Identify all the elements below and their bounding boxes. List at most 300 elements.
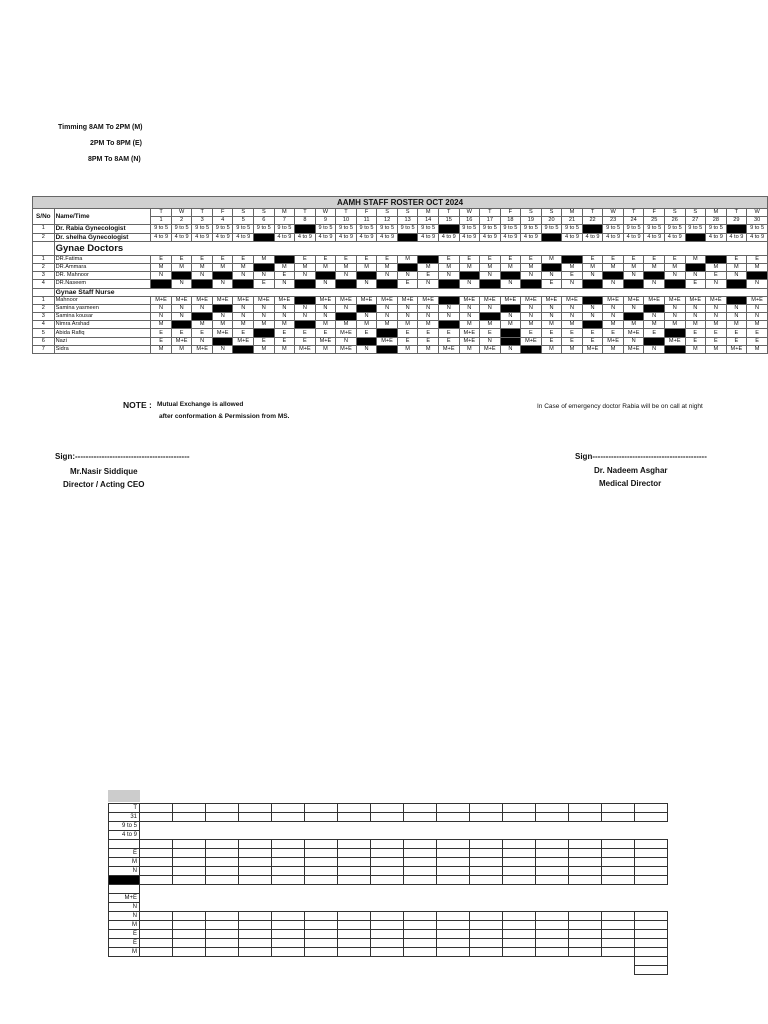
shift-cell: 4 to 9 <box>480 233 501 241</box>
shift-cell: M <box>356 263 377 271</box>
shift-cell: M <box>562 263 583 271</box>
shift-cell: M+E <box>541 296 562 304</box>
note-line-1: Mutual Exchange is allowed <box>157 401 244 408</box>
shift-cell: M+E <box>459 337 480 345</box>
shift-cell: 9 to 5 <box>562 225 583 233</box>
date-cell: 12 <box>377 217 398 225</box>
lower-grid-cell <box>469 812 503 822</box>
lower-label-cell: 9 to 5 <box>108 821 140 831</box>
shift-cell: N <box>706 304 727 312</box>
shift-cell: M+E <box>500 296 521 304</box>
sign-left-name: Mr.Nasir Siddique <box>70 467 138 476</box>
lower-grid-cell <box>172 875 206 885</box>
staff-name: DR.Naseem <box>54 280 151 288</box>
day-off-cell <box>664 329 685 337</box>
shift-cell: N <box>623 337 644 345</box>
shift-cell: N <box>212 345 233 353</box>
shift-cell: N <box>315 304 336 312</box>
shift-cell: E <box>274 329 295 337</box>
shift-cell: 9 to 5 <box>747 225 768 233</box>
day-off-cell <box>356 337 377 345</box>
date-cell: 2 <box>171 217 192 225</box>
shift-cell: M <box>315 321 336 329</box>
shift-cell: M <box>500 263 521 271</box>
shift-cell: N <box>500 313 521 321</box>
weekday-cell: T <box>726 209 747 217</box>
shift-cell: M+E <box>151 296 172 304</box>
shift-cell: N <box>685 304 706 312</box>
shift-cell: M+E <box>356 296 377 304</box>
day-off-cell <box>480 313 501 321</box>
shift-cell: N <box>747 313 768 321</box>
section-heading: Gynae Doctors <box>54 241 767 255</box>
weekday-cell: M <box>562 209 583 217</box>
shift-cell: 9 to 5 <box>521 225 542 233</box>
shift-cell: E <box>459 255 480 263</box>
shift-cell: E <box>747 329 768 337</box>
date-cell: 1 <box>151 217 172 225</box>
lower-grid-cell <box>370 812 404 822</box>
shift-cell: M <box>397 255 418 263</box>
staff-name: Dr. shelha Gynecologist <box>54 233 151 241</box>
lower-grid-cell <box>304 947 338 957</box>
shift-cell: M <box>295 263 316 271</box>
shift-cell: M <box>685 255 706 263</box>
shift-cell: N <box>192 272 213 280</box>
shift-cell: E <box>418 272 439 280</box>
weekday-cell: M <box>706 209 727 217</box>
lower-extra-cell <box>634 965 668 975</box>
weekday-cell: S <box>664 209 685 217</box>
shift-cell: M+E <box>706 296 727 304</box>
shift-cell: E <box>233 329 254 337</box>
weekday-cell: W <box>459 209 480 217</box>
shift-cell: M+E <box>582 345 603 353</box>
shift-cell: M <box>212 321 233 329</box>
date-cell: 18 <box>500 217 521 225</box>
shift-cell: 9 to 5 <box>315 225 336 233</box>
note-label: NOTE : <box>123 400 152 410</box>
day-off-cell <box>582 280 603 288</box>
shift-cell: M <box>459 263 480 271</box>
shift-cell: E <box>480 255 501 263</box>
section-heading-row <box>33 241 768 255</box>
weekday-cell: S <box>233 209 254 217</box>
shift-cell: M <box>644 321 665 329</box>
shift-cell: M+E <box>397 296 418 304</box>
weekday-cell: T <box>623 209 644 217</box>
shift-cell: E <box>336 255 357 263</box>
lower-label-cell: M <box>108 920 140 930</box>
shift-cell: N <box>233 313 254 321</box>
shift-cell: N <box>644 313 665 321</box>
day-off-cell <box>582 296 603 304</box>
shift-cell: M <box>151 321 172 329</box>
staff-row <box>33 296 768 304</box>
emergency-note: In Case of emergency doctor Rabia will be on call at night <box>537 403 703 410</box>
date-cell: 17 <box>480 217 501 225</box>
shift-cell: E <box>151 337 172 345</box>
shift-cell: M <box>336 321 357 329</box>
shift-cell: E <box>706 329 727 337</box>
day-off-cell <box>192 313 213 321</box>
shift-cell: 4 to 9 <box>623 233 644 241</box>
shift-cell: N <box>356 313 377 321</box>
day-off-cell <box>212 304 233 312</box>
day-off-cell <box>500 272 521 280</box>
shift-cell: N <box>192 304 213 312</box>
day-off-cell <box>603 272 624 280</box>
shift-cell: M <box>377 321 398 329</box>
day-off-cell <box>438 280 459 288</box>
shift-cell: M <box>480 263 501 271</box>
shift-cell: N <box>315 313 336 321</box>
shift-cell: N <box>664 272 685 280</box>
day-off-cell <box>274 255 295 263</box>
shift-cell: 9 to 5 <box>664 225 685 233</box>
staff-sno: 4 <box>33 321 55 329</box>
shift-cell: N <box>623 304 644 312</box>
shift-cell: 9 to 5 <box>418 225 439 233</box>
lower-grid-cell <box>238 947 272 957</box>
shift-cell: E <box>726 329 747 337</box>
shift-cell: E <box>706 272 727 280</box>
shift-cell: M+E <box>664 337 685 345</box>
lower-label-cell: N <box>108 902 140 912</box>
weekday-cell: T <box>582 209 603 217</box>
day-off-cell <box>480 280 501 288</box>
shift-cell: M <box>726 263 747 271</box>
shift-cell: E <box>397 337 418 345</box>
staff-row <box>33 233 768 241</box>
shift-cell: N <box>603 280 624 288</box>
shift-cell: E <box>377 255 398 263</box>
day-off-cell <box>562 255 583 263</box>
staff-row <box>33 263 768 271</box>
staff-name: DR. Mahnoor <box>54 272 151 280</box>
shift-cell: M+E <box>603 337 624 345</box>
shift-cell: N <box>397 304 418 312</box>
shift-cell: M+E <box>336 296 357 304</box>
shift-cell: N <box>459 280 480 288</box>
shift-cell: M <box>397 345 418 353</box>
shift-cell: 9 to 5 <box>644 225 665 233</box>
lower-grid-cell <box>469 947 503 957</box>
shift-cell: E <box>151 255 172 263</box>
shift-cell: 9 to 5 <box>603 225 624 233</box>
timing-morning: Timming 8AM To 2PM (M) <box>58 124 143 131</box>
date-cell: 26 <box>664 217 685 225</box>
shift-cell: M+E <box>459 296 480 304</box>
shift-cell: E <box>582 337 603 345</box>
lower-grid-cell <box>568 947 602 957</box>
date-cell: 23 <box>603 217 624 225</box>
weekday-cell: T <box>192 209 213 217</box>
day-off-cell <box>295 280 316 288</box>
shift-cell: E <box>233 255 254 263</box>
date-cell: 8 <box>295 217 316 225</box>
shift-cell: E <box>480 329 501 337</box>
weekday-row <box>33 209 768 217</box>
day-off-cell <box>500 329 521 337</box>
day-off-cell <box>500 304 521 312</box>
date-cell: 22 <box>582 217 603 225</box>
shift-cell: E <box>356 255 377 263</box>
day-off-cell <box>295 225 316 233</box>
shift-cell: N <box>151 272 172 280</box>
shift-cell: M <box>500 321 521 329</box>
shift-cell: M <box>747 263 768 271</box>
sign-right-title: Medical Director <box>599 479 662 488</box>
shift-cell: E <box>418 329 439 337</box>
shift-cell: N <box>377 272 398 280</box>
name-header: Name/Time <box>54 209 151 225</box>
shift-cell: N <box>438 304 459 312</box>
day-off-cell <box>644 304 665 312</box>
lower-grid-cell <box>172 812 206 822</box>
shift-cell: M <box>480 321 501 329</box>
day-off-cell <box>151 280 172 288</box>
day-off-cell <box>623 313 644 321</box>
shift-cell: M <box>438 263 459 271</box>
section-heading: Gynae Staff Nurse <box>54 288 767 296</box>
shift-cell: N <box>459 313 480 321</box>
day-off-cell <box>397 233 418 241</box>
shift-cell: M <box>459 345 480 353</box>
day-off-cell <box>336 313 357 321</box>
shift-cell: M <box>151 345 172 353</box>
staff-sno: 1 <box>33 225 55 233</box>
shift-cell: N <box>541 304 562 312</box>
shift-cell: N <box>418 280 439 288</box>
shift-cell: M <box>747 345 768 353</box>
shift-cell: E <box>726 337 747 345</box>
lower-grid-cell <box>535 875 569 885</box>
shift-cell: 9 to 5 <box>500 225 521 233</box>
weekday-cell: S <box>685 209 706 217</box>
day-off-cell <box>582 321 603 329</box>
shift-cell: E <box>192 329 213 337</box>
staff-sno: 6 <box>33 337 55 345</box>
day-off-cell <box>623 280 644 288</box>
staff-sno: 5 <box>33 329 55 337</box>
day-off-cell <box>377 280 398 288</box>
lower-grid-cell <box>370 875 404 885</box>
weekday-cell: S <box>254 209 275 217</box>
lower-grid-cell <box>535 947 569 957</box>
date-cell: 29 <box>726 217 747 225</box>
roster-title-row <box>33 197 768 209</box>
shift-cell: M <box>274 321 295 329</box>
shift-cell: E <box>562 329 583 337</box>
shift-cell: M+E <box>747 296 768 304</box>
shift-cell: 9 to 5 <box>459 225 480 233</box>
shift-cell: N <box>623 272 644 280</box>
shift-cell: N <box>521 272 542 280</box>
shift-cell: N <box>418 313 439 321</box>
shift-cell: M <box>315 345 336 353</box>
shift-cell: N <box>726 272 747 280</box>
shift-cell: E <box>726 255 747 263</box>
lower-grid-cell <box>568 812 602 822</box>
shift-cell: 4 to 9 <box>233 233 254 241</box>
day-off-cell <box>706 255 727 263</box>
shift-cell: 9 to 5 <box>151 225 172 233</box>
weekday-cell: F <box>212 209 233 217</box>
date-cell: 19 <box>521 217 542 225</box>
day-off-cell <box>295 296 316 304</box>
shift-cell: N <box>541 272 562 280</box>
shift-cell: 4 to 9 <box>151 233 172 241</box>
lower-label-cell: T <box>108 803 140 813</box>
shift-cell: 4 to 9 <box>295 233 316 241</box>
shift-cell: E <box>315 329 336 337</box>
day-off-cell <box>418 255 439 263</box>
shift-cell: 4 to 9 <box>356 233 377 241</box>
shift-cell: N <box>706 280 727 288</box>
shift-cell: M+E <box>171 337 192 345</box>
lower-grid-cell <box>601 812 635 822</box>
shift-cell: E <box>541 329 562 337</box>
shift-cell: N <box>397 272 418 280</box>
lower-grid-cell <box>436 947 470 957</box>
shift-cell: N <box>336 304 357 312</box>
weekday-cell: S <box>521 209 542 217</box>
shift-cell: M+E <box>233 337 254 345</box>
shift-cell: M <box>685 321 706 329</box>
timing-night: 8PM To 8AM (N) <box>88 156 141 163</box>
shift-cell: M <box>603 263 624 271</box>
day-off-cell <box>726 280 747 288</box>
shift-cell: 9 to 5 <box>706 225 727 233</box>
day-off-cell <box>438 225 459 233</box>
weekday-cell: W <box>747 209 768 217</box>
shift-cell: N <box>685 313 706 321</box>
shift-cell: N <box>295 272 316 280</box>
shift-cell: N <box>747 304 768 312</box>
lower-grid-cell <box>304 812 338 822</box>
shift-cell: E <box>418 337 439 345</box>
staff-row <box>33 272 768 280</box>
shift-cell: E <box>356 329 377 337</box>
shift-cell: N <box>171 304 192 312</box>
section-heading-sno <box>33 288 55 296</box>
shift-cell: N <box>664 313 685 321</box>
shift-cell: M+E <box>377 337 398 345</box>
shift-cell: 4 to 9 <box>459 233 480 241</box>
shift-cell: N <box>212 280 233 288</box>
staff-name: Samina kousar <box>54 313 151 321</box>
shift-cell: 9 to 5 <box>212 225 233 233</box>
staff-row <box>33 255 768 263</box>
shift-cell: N <box>521 304 542 312</box>
date-cell: 13 <box>397 217 418 225</box>
shift-cell: M+E <box>274 296 295 304</box>
day-off-cell <box>644 337 665 345</box>
shift-cell: M <box>747 321 768 329</box>
weekday-cell: F <box>644 209 665 217</box>
shift-cell: N <box>212 313 233 321</box>
shift-cell: N <box>582 313 603 321</box>
shift-cell: M <box>192 263 213 271</box>
shift-cell: E <box>212 255 233 263</box>
shift-cell: N <box>356 280 377 288</box>
shift-cell: N <box>254 272 275 280</box>
shift-cell: 4 to 9 <box>418 233 439 241</box>
staff-name: Nimra Arshad <box>54 321 151 329</box>
shift-cell: M+E <box>254 296 275 304</box>
day-off-cell <box>541 233 562 241</box>
shift-cell: N <box>521 313 542 321</box>
day-off-cell <box>233 280 254 288</box>
shift-cell: M <box>212 263 233 271</box>
shift-cell: M <box>706 263 727 271</box>
staff-name: Samina yasmeen <box>54 304 151 312</box>
lower-grid-cell <box>205 875 239 885</box>
shift-cell: 9 to 5 <box>397 225 418 233</box>
shift-cell: 4 to 9 <box>336 233 357 241</box>
shift-cell: M+E <box>336 345 357 353</box>
shift-cell: E <box>582 255 603 263</box>
weekday-cell: M <box>418 209 439 217</box>
day-off-cell <box>171 272 192 280</box>
shift-cell: N <box>254 304 275 312</box>
day-off-cell <box>356 272 377 280</box>
shift-cell: M+E <box>623 296 644 304</box>
weekday-cell: S <box>541 209 562 217</box>
shift-cell: E <box>685 329 706 337</box>
date-cell: 7 <box>274 217 295 225</box>
day-off-cell <box>377 329 398 337</box>
date-cell: 25 <box>644 217 665 225</box>
day-off-cell <box>582 225 603 233</box>
lower-label-cell: M+E <box>108 893 140 903</box>
shift-cell: M+E <box>438 345 459 353</box>
shift-cell: M+E <box>480 296 501 304</box>
staff-name: DR.Ammara <box>54 263 151 271</box>
shift-cell: 4 to 9 <box>192 233 213 241</box>
lower-grid-cell <box>271 875 305 885</box>
shift-cell: M <box>336 263 357 271</box>
shift-cell: 4 to 9 <box>315 233 336 241</box>
staff-sno: 1 <box>33 255 55 263</box>
lower-grid-cell <box>370 947 404 957</box>
weekday-cell: T <box>336 209 357 217</box>
staff-name: Mahnoor <box>54 296 151 304</box>
weekday-cell: F <box>500 209 521 217</box>
shift-cell: M <box>274 345 295 353</box>
date-cell: 30 <box>747 217 768 225</box>
shift-cell: 4 to 9 <box>521 233 542 241</box>
shift-cell: E <box>562 272 583 280</box>
shift-cell: E <box>603 329 624 337</box>
shift-cell: E <box>295 255 316 263</box>
shift-cell: M <box>315 263 336 271</box>
lower-label-cell: E <box>108 929 140 939</box>
shift-cell: N <box>726 313 747 321</box>
shift-cell: N <box>418 304 439 312</box>
shift-cell: M <box>171 263 192 271</box>
shift-cell: N <box>562 313 583 321</box>
shift-cell: N <box>480 304 501 312</box>
shift-cell: N <box>336 272 357 280</box>
staff-name: Sidra <box>54 345 151 353</box>
shift-cell: M+E <box>295 345 316 353</box>
shift-cell: N <box>274 304 295 312</box>
day-off-cell <box>254 329 275 337</box>
shift-cell: 4 to 9 <box>603 233 624 241</box>
shift-cell: M+E <box>603 296 624 304</box>
